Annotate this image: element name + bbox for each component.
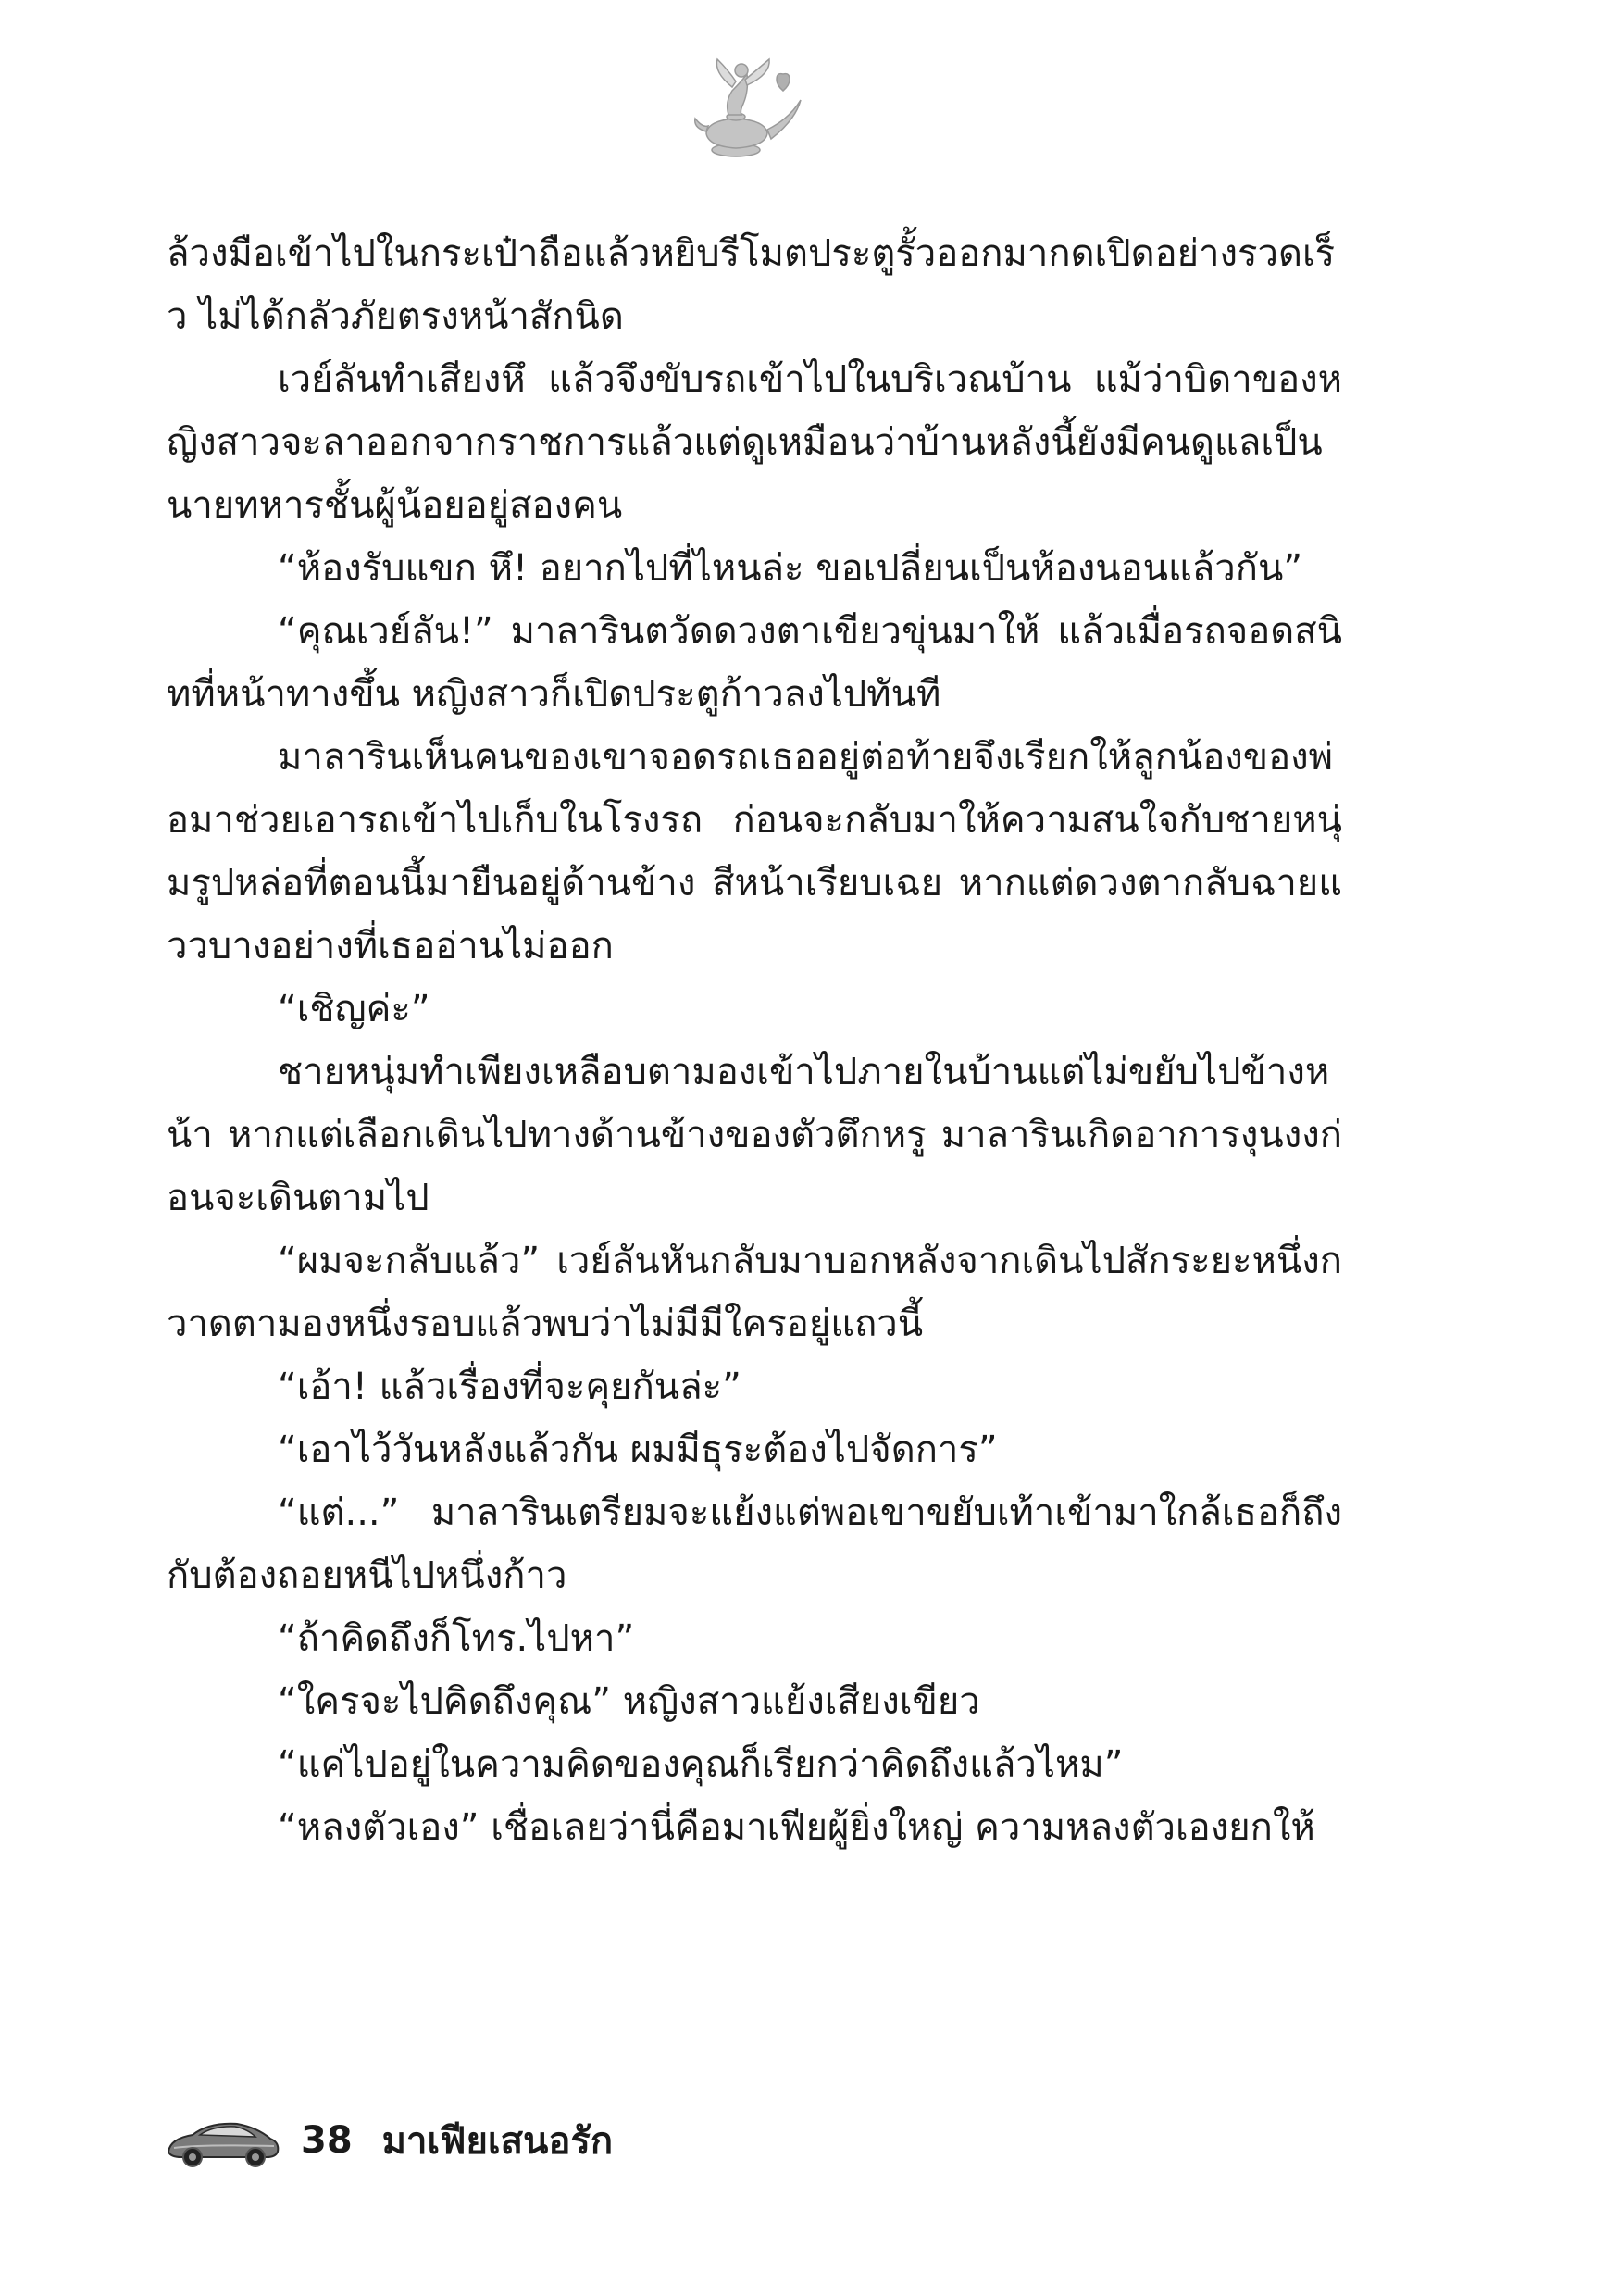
- paragraph: “หลงตัวเอง” เชื่อเลยว่านี่คือมาเฟียผู้ยิ่งใหญ่ ความหลงตัวเองยกให้: [278, 1806, 1315, 1849]
- paragraph: ชายหนุ่มทำเพียงเหลือบตามองเข้าไปภายในบ้านแต่ไม่ขยับไปข้างหน้า หากแต่เลือกเดินไปทางด้านข้างของตัวตึกหรู มาลารินเกิดอาการงุนงงก่อนจะเดินตามไป: [167, 1051, 1342, 1219]
- paragraph: “แค่ไปอยู่ในความคิดของคุณก็เรียกว่าคิดถึงแล้วไหม”: [278, 1743, 1124, 1786]
- cupid-lamp-icon: [680, 54, 819, 165]
- paragraph: “ห้องรับแขก หึ! อยากไปที่ไหนล่ะ ขอเปลี่ยนเป็นห้องนอนแล้วกัน”: [278, 547, 1303, 590]
- paragraph: “เชิญค่ะ”: [278, 988, 430, 1030]
- paragraph: เวย์ลันทำเสียงหึ แล้วจึงขับรถเข้าไปในบริเวณบ้าน แม้ว่าบิดาของหญิงสาวจะลาออกจากราชการแล้วแต่ดูเหมือนว่าบ้านหลังนี้ยังมีคนดูแลเป็นนายทหารชั้นผู้น้อยอยู่สองคน: [167, 358, 1342, 527]
- paragraph: มาลารินเห็นคนของเขาจอดรถเธออยู่ต่อท้ายจึงเรียกให้ลูกน้องของพ่อมาช่วยเอารถเข้าไปเก็บในโรงรถ ก่อนจะกลับมาให้ความสนใจกับชายหนุ่มรูปหล่อที่ตอนนี้มายืนอยู่ด้านข้าง สีหน้าเรียบเฉย หากแต่ดวงตากลับฉายแววบางอย่างที่เธออ่านไม่ออก: [167, 736, 1342, 967]
- page-footer: [165, 2103, 613, 2177]
- paragraph: “ถ้าคิดถึงก็โทร.ไปหา”: [278, 1617, 635, 1660]
- body-text: [167, 222, 1342, 1859]
- paragraph: “เอ้า! แล้วเรื่องที่จะคุยกันล่ะ”: [278, 1366, 741, 1408]
- paragraph: ล้วงมือเข้าไปในกระเป๋าถือแล้วหยิบรีโมตประตูรั้วออกมากดเปิดอย่างรวดเร็ว ไม่ได้กลัวภัยตรงหน้าสักนิด: [167, 232, 1336, 338]
- paragraph: “เอาไว้วันหลังแล้วกัน ผมมีธุระต้องไปจัดการ”: [278, 1429, 998, 1471]
- paragraph: “ใครจะไปคิดถึงคุณ” หญิงสาวแย้งเสียงเขียว: [278, 1680, 980, 1723]
- book-title: มาเฟียเสนอรัก: [381, 2120, 614, 2163]
- paragraph: “ผมจะกลับแล้ว” เวย์ลันหันกลับมาบอกหลังจากเดินไปสักระยะหนึ่งกวาดตามองหนึ่งรอบแล้วพบว่าไม่มีมีใครอยู่แถวนี้: [167, 1240, 1342, 1345]
- sports-car-icon: [165, 2111, 280, 2170]
- paragraph: “คุณเวย์ลัน!” มาลารินตวัดดวงตาเขียวขุ่นมาให้ แล้วเมื่อรถจอดสนิทที่หน้าทางขึ้น หญิงสาวก็เปิดประตูก้าวลงไปทันที: [167, 610, 1342, 716]
- page-number: 38: [301, 2119, 353, 2162]
- paragraph: “แต่...” มาลารินเตรียมจะแย้งแต่พอเขาขยับเท้าเข้ามาใกล้เธอก็ถึงกับต้องถอยหนีไปหนึ่งก้าว: [167, 1491, 1342, 1597]
